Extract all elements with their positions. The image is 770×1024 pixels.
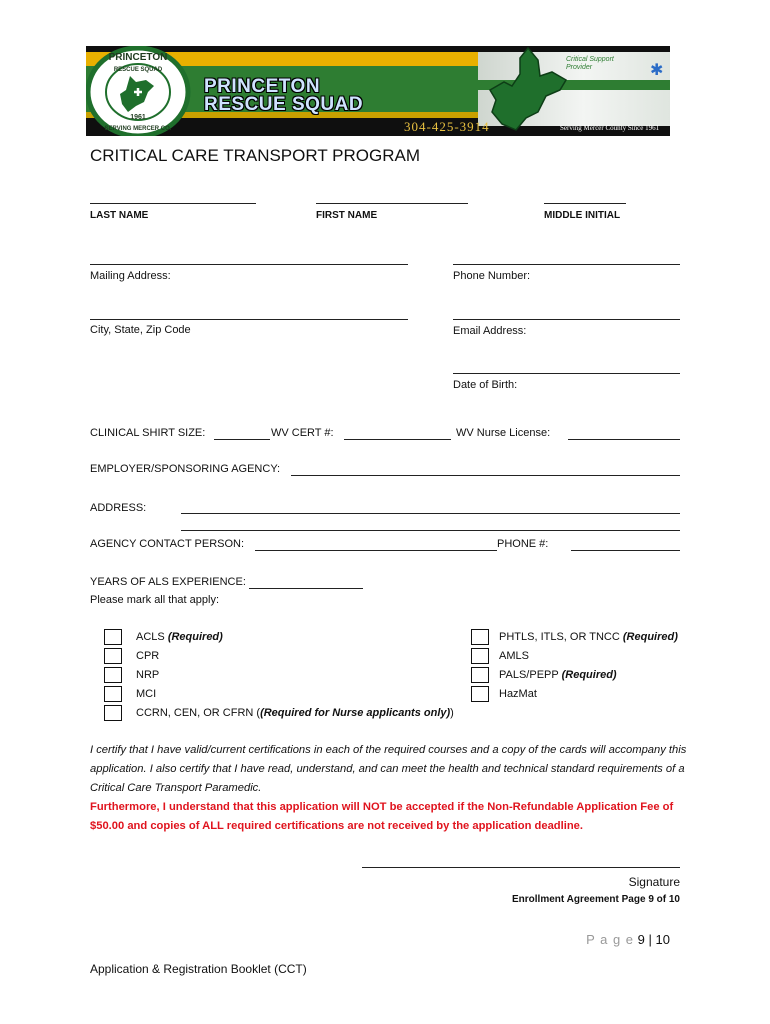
header-banner <box>86 46 670 136</box>
booklet-title: Application & Registration Booklet (CCT) <box>90 962 307 976</box>
ccrn-item: CCRN, CEN, OR CFRN ((Required for Nurse applicants only)) <box>136 707 454 719</box>
certification-text: I certify that I have valid/current certifications in each of the required courses and a copy of the cards will accompany this application. I also certify that I have read, understand, and can meet the health and technical standard requirements of a Critical Care Transport Paramedic. <box>90 744 687 794</box>
phtls-item: PHTLS, ITLS, OR TNCC (Required) <box>499 631 678 643</box>
phone-number-label: Phone Number: <box>453 270 531 282</box>
shirt-size-label: CLINICAL SHIRT SIZE: <box>90 427 206 439</box>
mailing-address-label: Mailing Address: <box>90 270 171 282</box>
org-phone: 304-425-3914 <box>404 119 490 134</box>
middle-initial-label: MIDDLE INITIAL <box>544 210 621 221</box>
cpr-item: CPR <box>136 650 160 662</box>
enrollment-page-label: Enrollment Agreement Page 9 of 10 <box>511 894 680 905</box>
shirt-size-field[interactable] <box>214 439 270 440</box>
wv-nurse-license-label: WV Nurse License: <box>456 427 551 439</box>
agency-contact-label: AGENCY CONTACT PERSON: <box>90 538 245 550</box>
seal-year: 1961 <box>130 114 146 121</box>
wv-cert-field[interactable] <box>344 439 451 440</box>
mci-checkbox[interactable] <box>104 686 122 702</box>
serving-text: Serving Mercer County Since 1961 <box>560 124 660 132</box>
city-state-zip-field[interactable] <box>90 319 408 320</box>
date-of-birth-field[interactable] <box>453 373 680 374</box>
agency-phone-field[interactable] <box>571 550 680 551</box>
nrp-checkbox[interactable] <box>104 667 122 683</box>
pals-item: PALS/PEPP (Required) <box>499 669 617 681</box>
years-als-field[interactable] <box>249 588 363 589</box>
hazmat-item: HazMat <box>499 688 537 700</box>
nrp-item: NRP <box>136 669 160 681</box>
phtls-checkbox[interactable] <box>471 629 489 645</box>
last-name-label: LAST NAME <box>90 210 149 221</box>
ccrn-checkbox[interactable] <box>104 705 122 721</box>
hazmat-checkbox[interactable] <box>471 686 489 702</box>
employer-label: EMPLOYER/SPONSORING AGENCY: <box>90 463 281 475</box>
last-name-field[interactable] <box>90 203 256 204</box>
first-name-label: FIRST NAME <box>316 210 378 221</box>
mark-all-label: Please mark all that apply: <box>90 594 220 606</box>
signature-label: Signature <box>628 875 680 889</box>
date-of-birth-label: Date of Birth: <box>453 379 518 391</box>
cpr-checkbox[interactable] <box>104 648 122 664</box>
years-als-label: YEARS OF ALS EXPERIENCE: <box>90 576 246 588</box>
pals-checkbox[interactable] <box>471 667 489 683</box>
signature-field[interactable] <box>362 867 680 868</box>
form-title: CRITICAL CARE TRANSPORT PROGRAM <box>90 146 420 165</box>
princeton-seal-logo <box>86 46 194 136</box>
mci-item: MCI <box>136 688 157 700</box>
west-virginia-map-icon <box>486 46 570 134</box>
fee-warning-text: Furthermore, I understand that this application will NOT be accepted if the Non-Refundable Application Fee of $50.00 and copies of ALL required certifications are not received by the application deadline. <box>90 801 674 832</box>
ambulance-text: Critical Support Provider <box>566 56 614 71</box>
phone-number-field[interactable] <box>453 264 680 265</box>
amls-checkbox[interactable] <box>471 648 489 664</box>
star-of-life-icon: ✱ <box>650 62 664 79</box>
agency-address-label: ADDRESS: <box>90 502 147 514</box>
agency-contact-field[interactable] <box>255 550 497 551</box>
city-state-zip-label: City, State, Zip Code <box>90 324 191 336</box>
mailing-address-field[interactable] <box>90 264 408 265</box>
agency-address-field-2[interactable] <box>181 530 680 531</box>
acls-item: ACLS (Required) <box>136 631 223 643</box>
first-name-field[interactable] <box>316 203 468 204</box>
org-name-line2: RESCUE SQUAD <box>204 94 364 115</box>
wv-cert-label: WV CERT #: <box>271 427 334 439</box>
page-number: P a g e 9 | 10 <box>586 932 670 947</box>
seal-mid-text: RESCUE SQUAD <box>113 67 163 73</box>
acls-checkbox[interactable] <box>104 629 122 645</box>
wv-nurse-license-field[interactable] <box>568 439 680 440</box>
employer-field[interactable] <box>291 475 680 476</box>
amls-item: AMLS <box>499 650 529 662</box>
seal-top-text: PRINCETON <box>108 52 168 63</box>
middle-initial-field[interactable] <box>544 203 626 204</box>
org-name-line1: PRINCETON <box>204 76 321 97</box>
agency-phone-label: PHONE #: <box>497 538 549 550</box>
email-address-field[interactable] <box>453 319 680 320</box>
email-address-label: Email Address: <box>453 325 527 337</box>
seal-bottom-text: SERVING MERCER CO. <box>104 126 172 132</box>
agency-address-field-1[interactable] <box>181 513 680 514</box>
